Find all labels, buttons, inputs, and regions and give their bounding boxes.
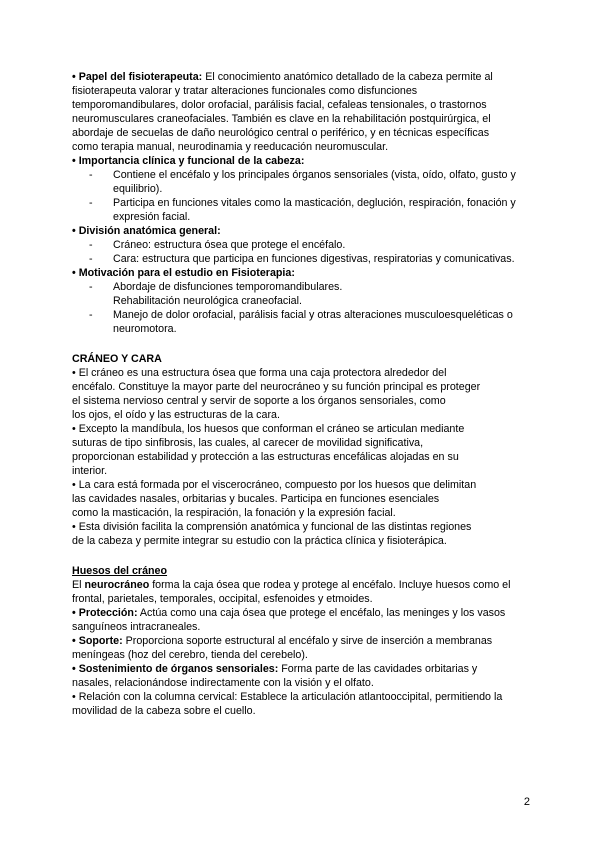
text-line: los ojos, el oído y las estructuras de la cara. <box>72 409 280 421</box>
craneo-cara-title: CRÁNEO Y CARA <box>72 353 162 365</box>
rol-line: fisioterapeuta valorar y tratar alteraciones funcionales como disfunciones <box>72 85 418 97</box>
text-fragment: El <box>72 579 85 591</box>
text-line: suturas de tipo sinfibrosis, las cuales, al carecer de movilidad significativa, <box>72 437 424 449</box>
relacion-paragraph <box>72 690 534 718</box>
text-line: • Esta división facilita la comprensión anatómica y funcional de las distintas regiones <box>72 521 472 533</box>
list-item-text: equilibrio). <box>113 183 163 195</box>
list-item <box>91 308 534 336</box>
sostenimiento-paragraph <box>72 662 534 690</box>
text-line: • Excepto la mandíbula, los huesos que conforman el cráneo se articulan mediante <box>72 423 465 435</box>
text-line: • Relación con la columna cervical: Establece la articulación atlantooccipital, permitiendo la <box>72 691 503 703</box>
text-line: interior. <box>72 465 108 477</box>
rol-line: neuromusculares craneofaciales. También es clave en la rehabilitación postquirúrgica, el <box>72 113 491 125</box>
list-item <box>91 168 534 196</box>
rol-line: abordaje de secuelas de daño neurológico central o periférico, y en técnicas específicas <box>72 127 490 139</box>
craneo-paragraph <box>72 366 534 422</box>
rol-line: El conocimiento anatómico detallado de la cabeza permite al <box>202 71 493 83</box>
text-line: Forma parte de las cavidades orbitarias y <box>278 663 478 675</box>
text-line: el sistema nervioso central y servir de soporte a los órganos sensoriales, como <box>72 395 446 407</box>
text-line: nasales, relacionándose indirectamente con la visión y el olfato. <box>72 677 374 689</box>
list-item-text: Abordaje de disfunciones temporomandibulares. <box>113 281 343 293</box>
division-paragraph <box>72 520 534 548</box>
list-item-text: neuromotora. <box>113 323 177 335</box>
suturas-paragraph <box>72 422 534 478</box>
importancia-heading: • Importancia clínica y funcional de la cabeza: <box>72 155 305 167</box>
text-line: forma la caja ósea que rodea y protege al encéfalo. Incluye huesos como el <box>149 579 511 591</box>
list-item-text: Participa en funciones vitales como la masticación, deglución, respiración, fonación y <box>113 197 516 209</box>
rol-label: • Papel del fisioterapeuta: <box>72 71 203 83</box>
text-line: meníngeas (hoz del cerebro, tienda del cerebelo). <box>72 649 308 661</box>
list-item-text: Cráneo: estructura ósea que protege el encéfalo. <box>113 239 346 251</box>
text-line: encéfalo. Constituye la mayor parte del neurocráneo y su función principal es proteger <box>72 381 481 393</box>
list-item-text: expresión facial. <box>113 211 191 223</box>
list-item-text: Rehabilitación neurológica craneofacial. <box>113 295 302 307</box>
page-content <box>72 70 534 718</box>
text-line: Proporciona soporte estructural al encéfalo y sirve de inserción a membranas <box>122 635 493 647</box>
list-item <box>91 280 534 308</box>
text-line: frontal, parietales, temporales, occipital, esfenoides y etmoides. <box>72 593 373 605</box>
importancia-list <box>91 168 534 224</box>
text-line: sanguíneos intracraneales. <box>72 621 201 633</box>
page-number: 2 <box>523 796 530 808</box>
list-item <box>91 252 534 266</box>
rol-line: como terapia manual, neurodinamia y reeducación neuromuscular. <box>72 141 389 153</box>
text-line: Actúa como una caja ósea que protege el encéfalo, las meninges y los vasos <box>137 607 506 619</box>
list-item <box>91 238 534 252</box>
soporte-label: • Soporte: <box>72 635 123 647</box>
division-list <box>91 238 534 266</box>
motivacion-list <box>91 280 534 336</box>
text-line: • La cara está formada por el viscerocráneo, compuesto por los huesos que delimitan <box>72 479 477 491</box>
neurocraneo-paragraph <box>72 578 534 606</box>
cara-paragraph <box>72 478 534 520</box>
proteccion-label: • Protección: <box>72 607 138 619</box>
soporte-paragraph <box>72 634 534 662</box>
text-line: • El cráneo es una estructura ósea que forma una caja protectora alrededor del <box>72 367 447 379</box>
proteccion-paragraph <box>72 606 534 634</box>
list-item-text: Cara: estructura que participa en funciones digestivas, respiratorias y comunicativas. <box>113 253 515 265</box>
neurocraneo-term: neurocráneo <box>84 579 150 591</box>
list-item-text: Manejo de dolor orofacial, parálisis facial y otras alteraciones musculoesqueléticas o <box>113 309 513 321</box>
text-line: movilidad de la cabeza sobre el cuello. <box>72 705 256 717</box>
rol-paragraph <box>72 70 534 154</box>
text-line: como la masticación, la respiración, la fonación y la expresión facial. <box>72 507 396 519</box>
division-heading: • División anatómica general: <box>72 225 221 237</box>
huesos-title: Huesos del cráneo <box>72 565 168 577</box>
list-item <box>91 196 534 224</box>
text-line: las cavidades nasales, orbitarias y bucales. Participa en funciones esenciales <box>72 493 440 505</box>
text-line: proporcionan estabilidad y protección a las estructuras encefálicas alojadas en su <box>72 451 459 463</box>
list-item-text: Contiene el encéfalo y los principales órganos sensoriales (vista, oído, olfato, gusto y <box>113 169 516 181</box>
rol-line: temporomandibulares, dolor orofacial, parálisis facial, cefaleas tensionales, o trastornos <box>72 99 487 111</box>
sostenimiento-label: • Sostenimiento de órganos sensoriales: <box>72 663 279 675</box>
motivacion-heading: • Motivación para el estudio en Fisioterapia: <box>72 267 295 279</box>
text-line: de la cabeza y permite integrar su estudio con la práctica clínica y fisioterápica. <box>72 535 447 547</box>
